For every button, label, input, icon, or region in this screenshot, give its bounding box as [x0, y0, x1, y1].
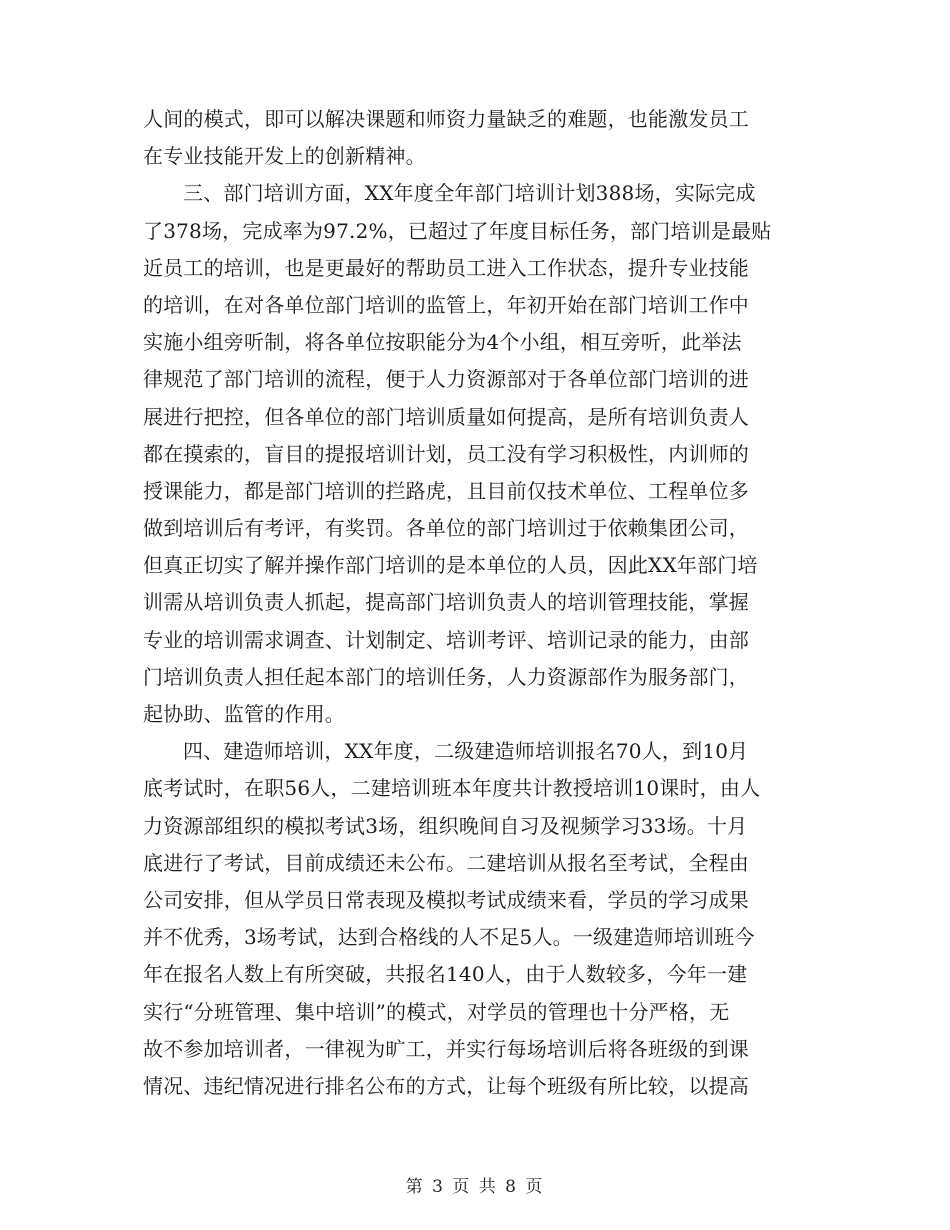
text-line: 底进行了考试，目前成绩还未公布。二建培训从报名至考试，全程由 — [143, 850, 749, 875]
text-line: 力资源部组织的模拟考试3场，组织晚间自习及视频学习33场。十月 — [143, 813, 748, 838]
text-line: 展进行把控，但各单位的部门培训质量如何提高，是所有培训负责人 — [143, 404, 749, 429]
text-line: 底考试时，在职56人，二建培训班本年度共计教授培训10课时，由人 — [143, 776, 761, 801]
text-line: 公司安排，但从学员日常表现及模拟考试成绩来看，学员的学习成果 — [143, 887, 749, 912]
text-line: 实行“分班管理、集中培训”的模式，对学员的管理也十分严格，无 — [143, 999, 730, 1024]
text-line: 故不参加培训者，一律视为旷工，并实行每场培训后将各班级的到课 — [143, 1036, 749, 1061]
text-line: 但真正切实了解并操作部门培训的是本单位的人员，因此XX年部门培 — [143, 553, 758, 578]
text-line: 年在报名人数上有所突破，共报名140人，由于人数较多，今年一建 — [143, 962, 748, 987]
text-line: 做到培训后有考评，有奖罚。各单位的部门培训过于依赖集团公司， — [143, 516, 749, 541]
text-line: 训需从培训负责人抓起，提高部门培训负责人的培训管理技能，掌握 — [143, 590, 749, 615]
text-line: 三、部门培训方面，XX年度全年部门培训计划388场，实际完成 — [183, 181, 756, 206]
text-line: 并不优秀，3场考试，达到合格线的人不足5人。一级建造师培训班今 — [143, 925, 755, 950]
text-line: 四、建造师培训，XX年度，二级建造师培训报名70人，到10月 — [183, 739, 749, 764]
text-line: 都在摸索的，盲目的提报培训计划，员工没有学习积极性，内训师的 — [143, 441, 749, 466]
text-line: 近员工的培训，也是更最好的帮助员工进入工作状态，提升专业技能 — [143, 255, 749, 280]
text-line: 起协助、监管的作用。 — [143, 702, 345, 726]
body-text — [143, 101, 807, 1105]
text-line: 在专业技能开发上的创新精神。 — [143, 144, 426, 169]
text-line: 实施小组旁听制，将各单位按职能分为4个小组，相互旁听，此举法 — [143, 330, 742, 355]
page-footer: 第 3 页 共 8 页 — [405, 1177, 545, 1197]
text-line: 情况、违纪情况进行排名公布的方式，让每个班级有所比较，以提高 — [143, 1073, 749, 1098]
text-line: 专业的培训需求调查、计划制定、培训考评、培训记录的能力，由部 — [143, 627, 749, 652]
text-line: 律规范了部门培训的流程，便于人力资源部对于各单位部门培训的进 — [143, 367, 749, 392]
text-line: 了378场，完成率为97.2%，已超过了年度目标任务，部门培训是最贴 — [143, 218, 772, 243]
text-line: 授课能力，都是部门培训的拦路虎，且目前仅技术单位、工程单位多 — [143, 478, 749, 503]
text-line: 门培训负责人担任起本部门的培训任务，人力资源部作为服务部门， — [143, 664, 749, 689]
text-line: 的培训，在对各单位部门培训的监管上，年初开始在部门培训工作中 — [143, 292, 749, 317]
text-line: 人间的模式，即可以解决课题和师资力量缺乏的难题，也能激发员工 — [143, 107, 749, 131]
